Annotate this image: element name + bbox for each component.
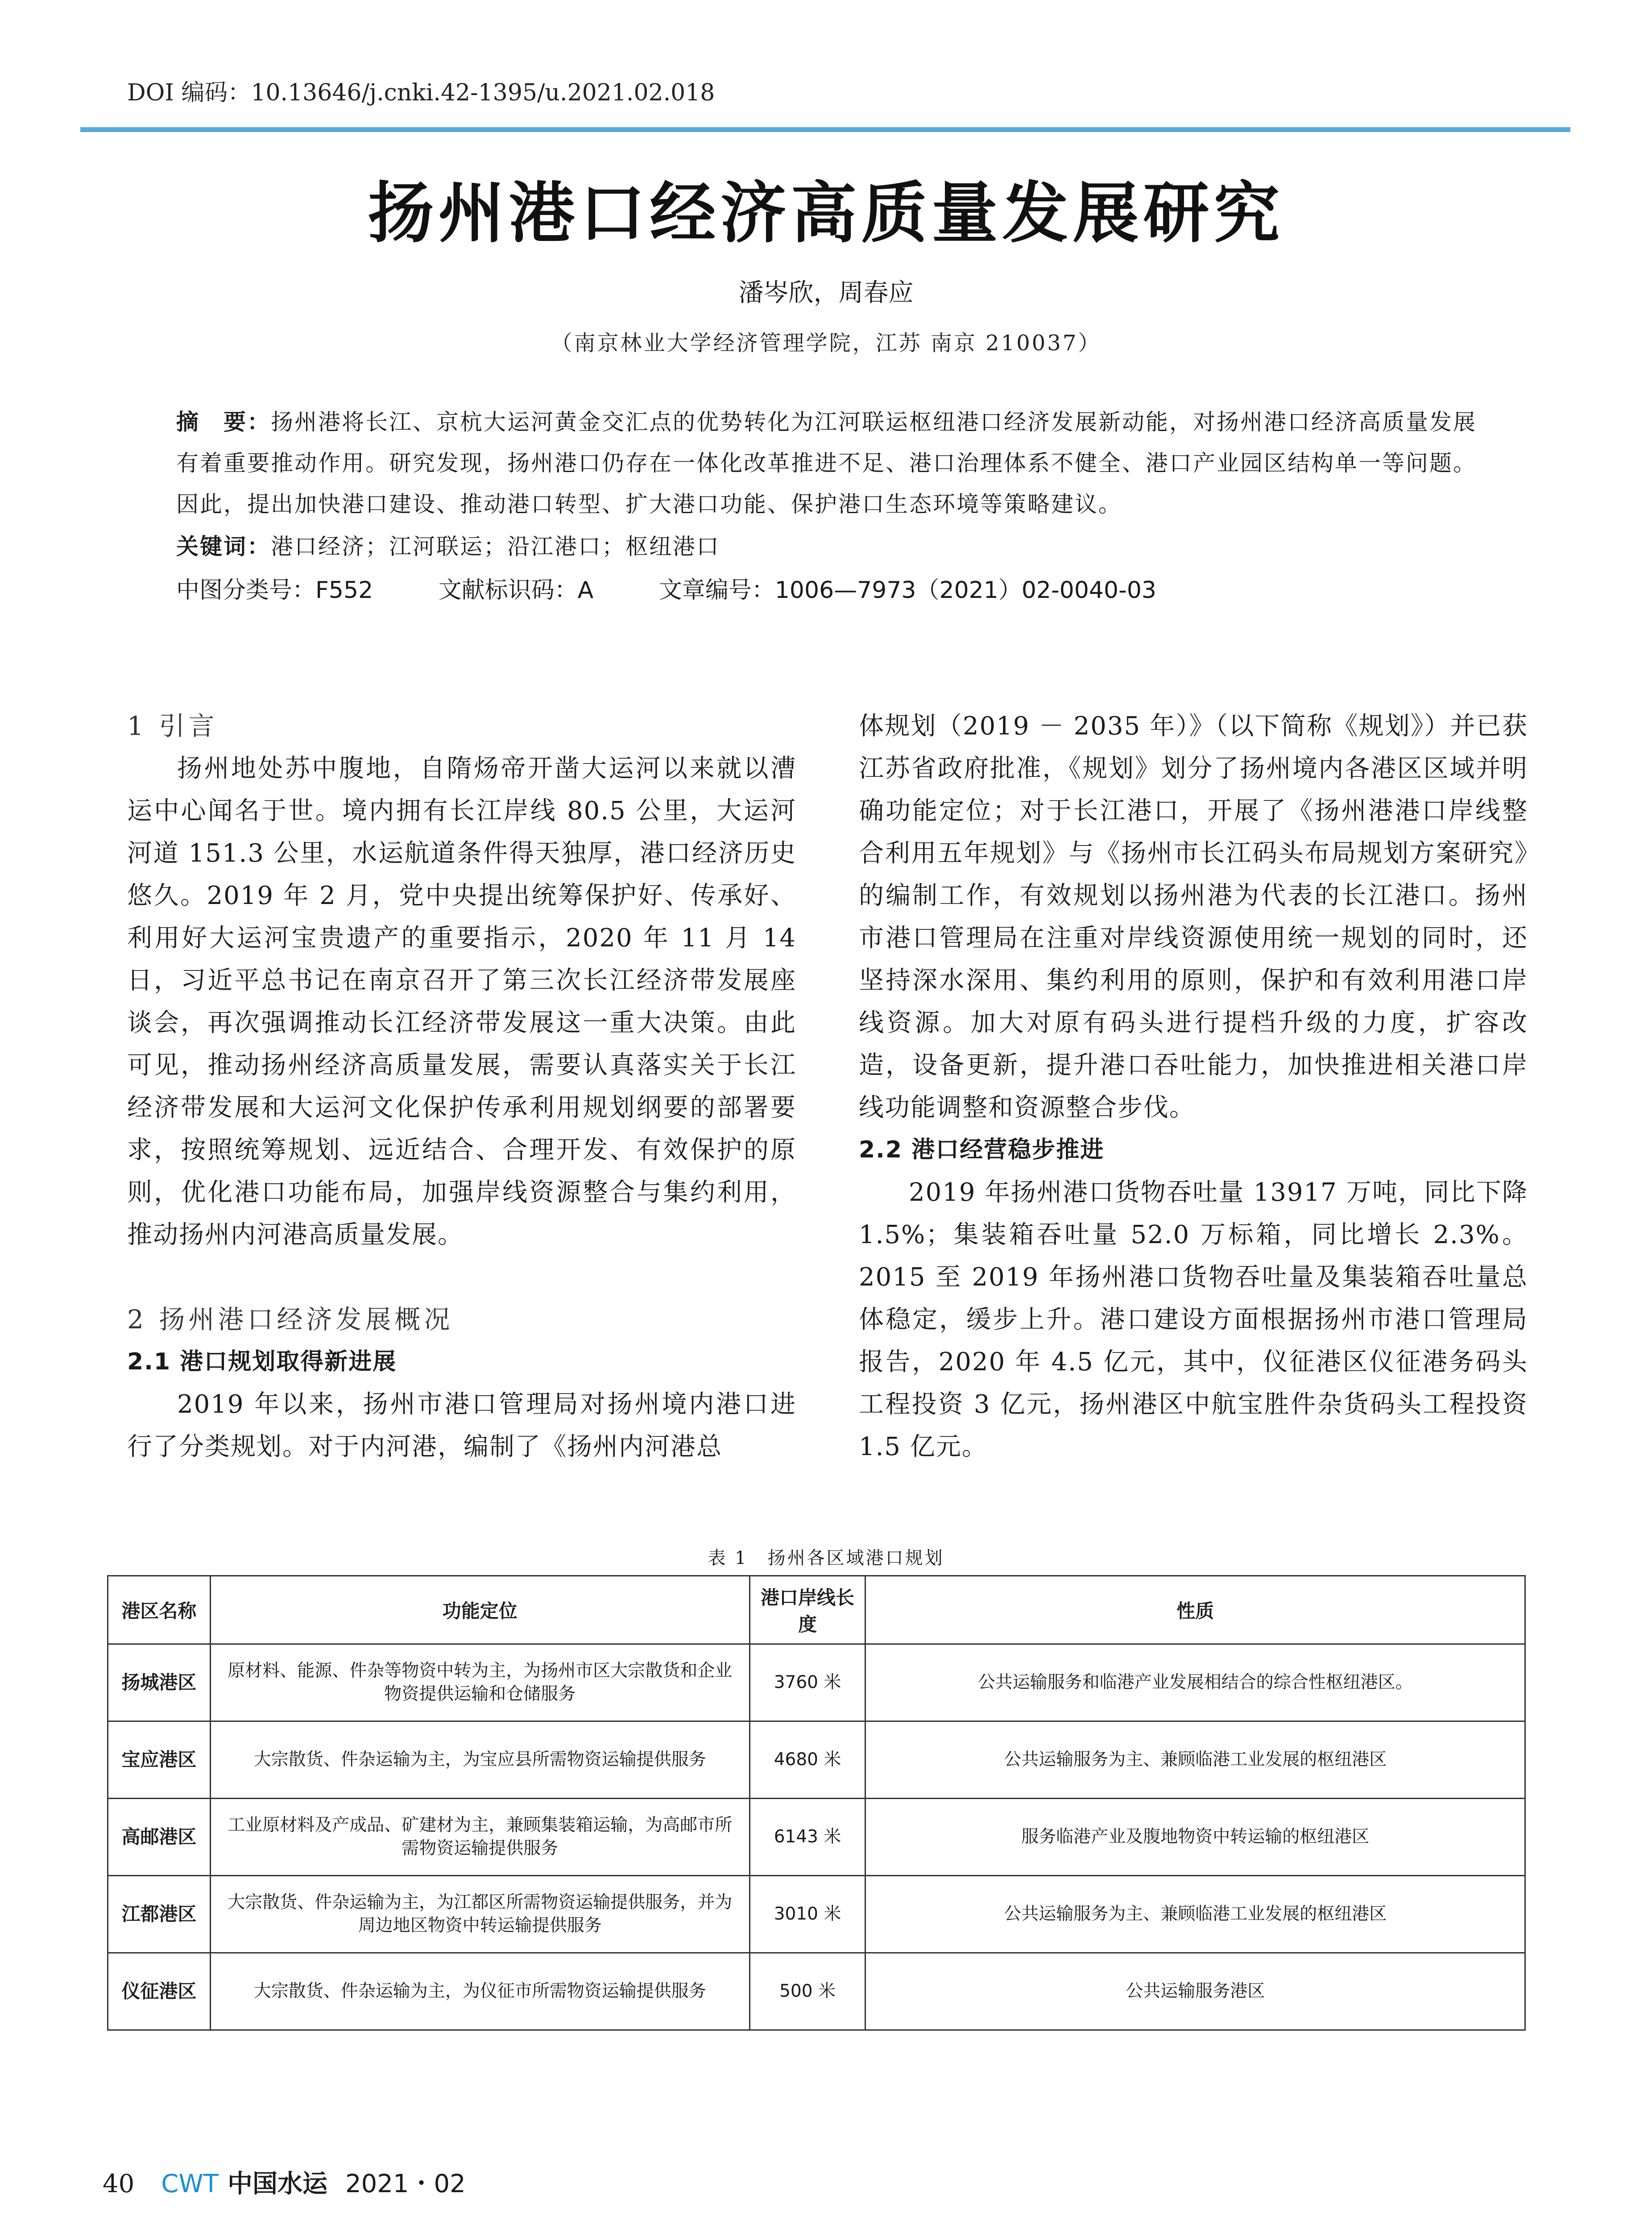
keywords-text: 港口经济；江河联运；沿江港口；枢纽港口 <box>271 534 720 560</box>
article-title: 扬州港口经济高质量发展研究 <box>368 174 1284 252</box>
abstract-text: 扬州港将长江、京杭大运河黄金交汇点的优势转化为江河联运枢纽港口经济发展新动能，对扬州港口经济高质量发展有着重要推动作用。研究发现，扬州港口仍存在一体化改革推进不足、港口治理体系不健全、港口产业园区结构单一等问题。因此，提出加快港口建设、推动港口转型、扩大港口功能、保护港口生态环境等策略建议。 <box>176 409 1477 517</box>
cell-function: 大宗散货、件杂运输为主，为宝应县所需物资运输提供服务 <box>210 1721 749 1799</box>
section-2-heading: 2 扬州港口经济发展概况 <box>127 1304 454 1335</box>
brand-logo: CWT <box>161 2169 219 2198</box>
cell-shoreline-length: 3010 米 <box>749 1876 865 1953</box>
right-column <box>859 705 1528 1468</box>
section-1-heading: 1 引言 <box>127 711 218 741</box>
keywords-label: 关键词： <box>176 534 271 560</box>
authors: 潘岑欣，周春应 <box>738 278 914 307</box>
page-footer <box>103 2164 466 2200</box>
page-number: 40 <box>103 2169 135 2198</box>
cell-shoreline-length: 6143 米 <box>749 1799 865 1876</box>
cell-port-area: 高邮港区 <box>108 1799 211 1876</box>
table-row <box>108 1644 1525 1721</box>
classification-row <box>176 571 1214 605</box>
header-shoreline-length: 港口岸线长度 <box>749 1576 865 1644</box>
article-number: 文章编号：1006—7973（2021）02-0040-03 <box>658 577 1157 604</box>
table-row <box>108 1721 1525 1799</box>
cell-port-area: 江都港区 <box>108 1876 211 1953</box>
cell-port-area: 宝应港区 <box>108 1721 211 1799</box>
header-function: 功能定位 <box>210 1576 749 1644</box>
cell-function: 原材料、能源、件杂等物资中转为主，为扬州市区大宗散货和企业物资提供运输和仓储服务 <box>210 1644 749 1721</box>
table-row <box>108 1876 1525 1953</box>
section-2-1-paragraph: 2019 年以来，扬州市港口管理局对扬州境内港口进行了分类规划。对于内河港，编制了《扬州内河港总 <box>127 1390 796 1461</box>
abstract <box>176 402 1497 525</box>
table-row <box>108 1799 1525 1876</box>
section-2-2-heading: 2.2 港口经营稳步推进 <box>859 1136 1105 1163</box>
header-nature: 性质 <box>865 1576 1525 1644</box>
table-caption: 表 1 扬州各区域港口规划 <box>708 1548 944 1568</box>
table-row <box>108 1953 1525 2030</box>
cell-nature: 公共运输服务和临港产业发展相结合的综合性枢纽港区。 <box>865 1644 1525 1721</box>
section-2-1-heading: 2.1 港口规划取得新进展 <box>127 1348 397 1375</box>
section-1-paragraph: 扬州地处苏中腹地，自隋炀帝开凿大运河以来就以漕运中心闻名于世。境内拥有长江岸线 80.5 公里，大运河河道 151.3 公里，水运航道条件得天独厚，港口经济历史悠久。2019 年 2 月，党中央提出统筹保护好、传承好、利用好大运河宝贵遗产的重要指示，2020 年 11 月 14 日，习近平总书记在南京召开了第三次长江经济带发展座谈会，再次强调推动长江经济带发展这一重大决策。由此可见，推动扬州经济高质量发展，需要认真落实关于长江经济带发展和大运河文化保护传承利用规划纲要的部署要求，按照统筹规划、远近结合、合理开发、有效保护的原则，优化港口功能布局，加强岸线资源整合与集约利用，推动扬州内河港高质量发展。 <box>127 754 796 1249</box>
header-port-area: 港区名称 <box>108 1576 211 1644</box>
affiliation: （南京林业大学经济管理学院，江苏 南京 210037） <box>551 331 1101 356</box>
cell-nature: 公共运输服务为主、兼顾临港工业发展的枢纽港区 <box>865 1721 1525 1799</box>
issue-number: 2021・02 <box>345 2169 466 2198</box>
cell-shoreline-length: 3760 米 <box>749 1644 865 1721</box>
port-planning-table <box>107 1575 1526 2031</box>
cell-port-area: 扬城港区 <box>108 1644 211 1721</box>
doi-line: DOI 编码：10.13646/j.cnki.42-1395/u.2021.02.018 <box>127 79 715 106</box>
cell-shoreline-length: 500 米 <box>749 1953 865 2030</box>
cell-nature: 公共运输服务港区 <box>865 1953 1525 2030</box>
cell-function: 大宗散货、件杂运输为主，为仪征市所需物资运输提供服务 <box>210 1953 749 2030</box>
cell-port-area: 仪征港区 <box>108 1953 211 2030</box>
magazine-name: 中国水运 <box>227 2169 327 2198</box>
clc-code: 中图分类号：F552 <box>176 577 373 604</box>
cell-nature: 公共运输服务为主、兼顾临港工业发展的枢纽港区 <box>865 1876 1525 1953</box>
cell-nature: 服务临港产业及腹地物资中转运输的枢纽港区 <box>865 1799 1525 1876</box>
header-rule <box>80 127 1570 132</box>
cell-shoreline-length: 4680 米 <box>749 1721 865 1799</box>
document-code: 文献标识码：A <box>438 577 594 604</box>
section-2-1-continued: 体规划（2019 － 2035 年）》（以下简称《规划》）并已获江苏省政府批准，《规划》划分了扬州境内各港区区域并明确功能定位；对于长江港口，开展了《扬州港港口岸线整合利用五年规划》与《扬州市长江码头布局规划方案研究》的编制工作，有效规划以扬州港为代表的长江港口。扬州市港口管理局在注重对岸线资源使用统一规划的同时，还坚持深水深用、集约利用的原则，保护和有效利用港口岸线资源。加大对原有码头进行提档升级的力度，扩容改造，设备更新，提升港口吞吐能力，加快推进相关港口岸线功能调整和资源整合步伐。 <box>859 712 1528 1122</box>
left-column <box>127 705 796 1468</box>
keywords <box>176 529 720 561</box>
cell-function: 工业原材料及产成品、矿建材为主，兼顾集装箱运输，为高邮市所需物资运输提供服务 <box>210 1799 749 1876</box>
section-2-2-paragraph: 2019 年扬州港口货物吞吐量 13917 万吨，同比下降 1.5%；集装箱吞吐量 52.0 万标箱，同比增长 2.3%。2015 至 2019 年扬州港口货物吞吐量及集装箱吞吐量总体稳定，缓步上升。港口建设方面根据扬州市港口管理局报告，2020 年 4.5 亿元，其中，仪征港区仪征港务码头工程投资 3 亿元，扬州港区中航宝胜件杂货码头工程投资 1.5 亿元。 <box>859 1178 1528 1461</box>
table-header-row <box>108 1576 1525 1644</box>
cell-function: 大宗散货、件杂运输为主，为江都区所需物资运输提供服务，并为周边地区物资中转运输提供服务 <box>210 1876 749 1953</box>
abstract-label: 摘 要： <box>176 409 271 435</box>
